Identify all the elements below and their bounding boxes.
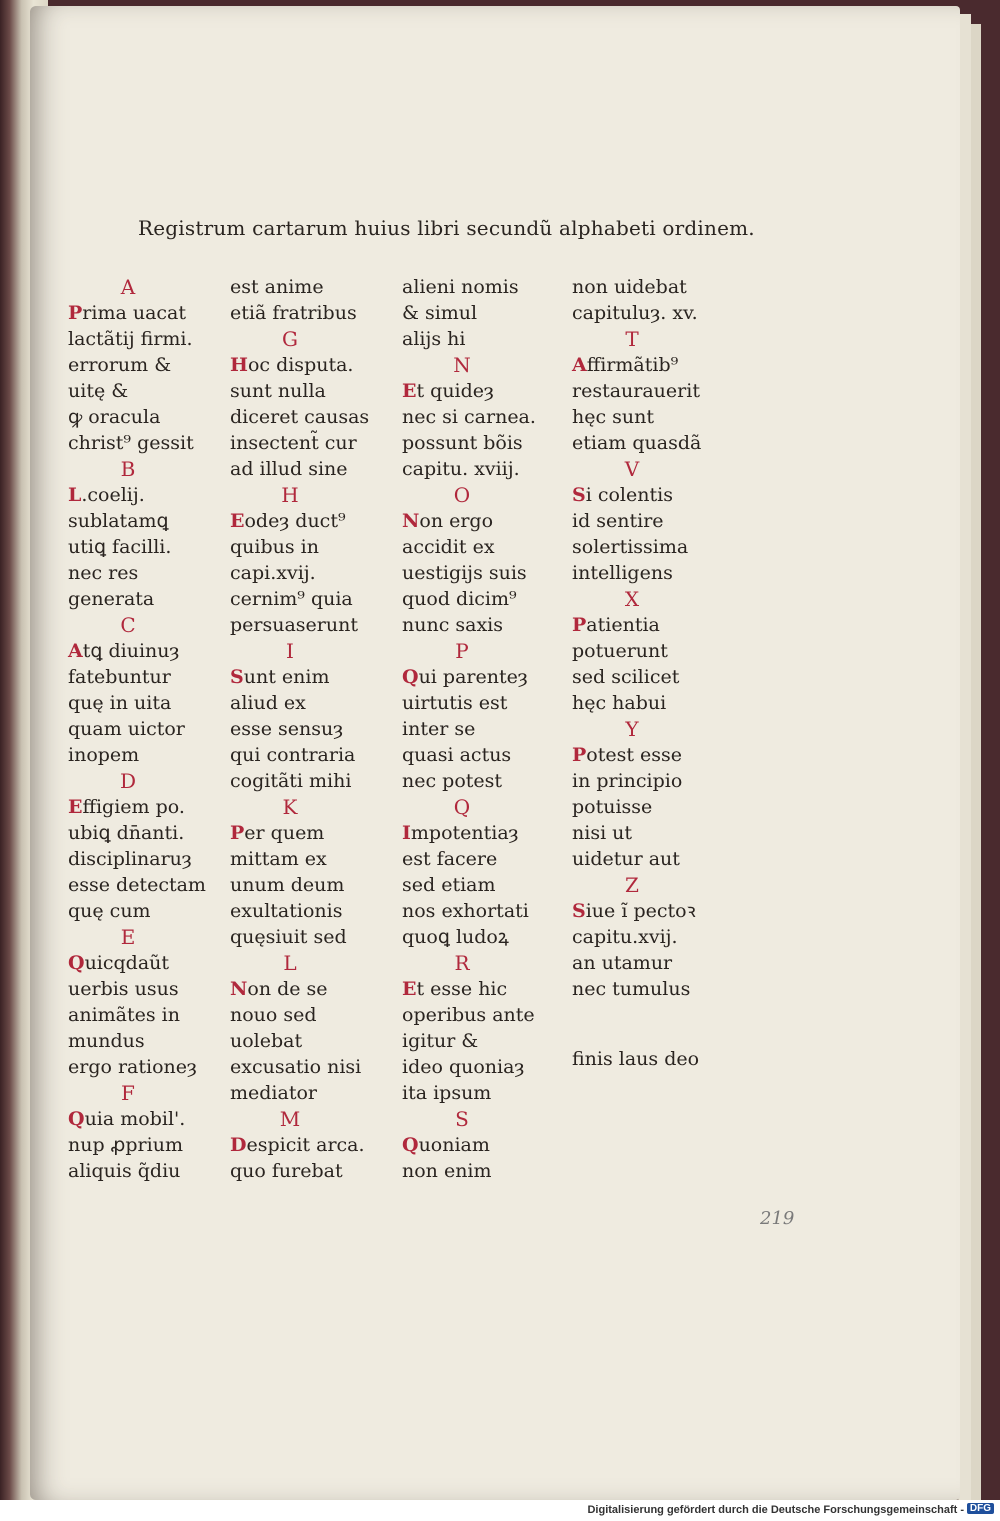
register-entry: quo furebat bbox=[230, 1160, 343, 1182]
register-entry: quibus in bbox=[230, 536, 319, 558]
register-entry: insectent̃ cur bbox=[230, 432, 357, 454]
section-letter: H bbox=[281, 483, 299, 507]
rubricated-initial: S bbox=[572, 484, 586, 506]
register-entry: Despicit arca. bbox=[230, 1134, 365, 1156]
section-letter: I bbox=[286, 639, 294, 663]
register-entry: quę in uita bbox=[68, 692, 172, 714]
register-entry: nup ꝓprium bbox=[68, 1134, 183, 1156]
register-entry: igitur & bbox=[402, 1030, 479, 1052]
register-entry: hęc sunt bbox=[572, 406, 655, 428]
folio-number: 219 bbox=[760, 1208, 795, 1229]
section-letter: Q bbox=[453, 795, 471, 819]
register-entry: etiam quasdã bbox=[572, 432, 702, 454]
register-entry: Et quideȝ bbox=[402, 380, 494, 402]
rubricated-initial: Q bbox=[402, 1134, 419, 1156]
register-entry: nec potest bbox=[402, 770, 503, 792]
register-entry: solertissima bbox=[572, 536, 689, 558]
register-entry: Effigiem po. bbox=[68, 796, 185, 818]
colophon: finis laus deo bbox=[572, 1048, 700, 1070]
register-entry: esse detectam bbox=[68, 874, 206, 896]
register-entry: inopem bbox=[68, 744, 140, 766]
footer-text: Digitalisierung gefördert durch die Deutsche Forschungsgemeinschaft - bbox=[587, 1504, 964, 1516]
section-letter: P bbox=[455, 639, 469, 663]
rubricated-initial: S bbox=[230, 666, 244, 688]
rubricated-initial: I bbox=[402, 822, 411, 844]
section-letter: N bbox=[453, 353, 471, 377]
register-entry: capi.xvij. bbox=[230, 562, 316, 584]
register-entry: christ⁹ gessit bbox=[68, 432, 194, 454]
page-title: Registrum cartarum huius libri secundũ alphabeti ordinem. bbox=[138, 216, 755, 240]
section-letter: O bbox=[453, 483, 471, 507]
register-entry: qui contraria bbox=[230, 744, 356, 766]
register-entry: Atꝗ diuinuȝ bbox=[68, 640, 180, 662]
register-entry: non enim bbox=[402, 1160, 492, 1182]
register-entry: uerbis usus bbox=[68, 978, 179, 1000]
register-entry: alijs hi bbox=[402, 328, 466, 350]
register-entry: nec res bbox=[68, 562, 139, 584]
section-letter: A bbox=[120, 275, 136, 299]
section-letter: G bbox=[282, 327, 298, 351]
register-entry: intelligens bbox=[572, 562, 673, 584]
register-entry: nisi ut bbox=[572, 822, 633, 844]
register-entry: mittam ex bbox=[230, 848, 327, 870]
register-entry: Affirmãtib⁹ bbox=[572, 354, 679, 376]
register-entry: Per quem bbox=[230, 822, 325, 844]
register-entry: mediator bbox=[230, 1082, 317, 1104]
register-entry: sunt nulla bbox=[230, 380, 326, 402]
register-entry: Si colentis bbox=[572, 484, 673, 506]
register-entry: uidetur aut bbox=[572, 848, 680, 870]
register-entry: Patientia bbox=[572, 614, 660, 636]
rubricated-initial: S bbox=[572, 900, 586, 922]
register-entry: uirtutis est bbox=[402, 692, 508, 714]
register-entry: uitę & bbox=[68, 380, 129, 402]
register-entry: Qui parenteȝ bbox=[402, 666, 528, 688]
register-entry: capitu. xviij. bbox=[402, 458, 520, 480]
register-entry: non uidebat bbox=[572, 276, 687, 298]
rubricated-initial: E bbox=[230, 510, 245, 532]
section-letter: L bbox=[283, 951, 297, 975]
register-entry: est facere bbox=[402, 848, 498, 870]
rubricated-initial: P bbox=[572, 614, 587, 636]
digitization-footer bbox=[0, 1500, 1000, 1521]
register-entry: aliquis q̃diu bbox=[68, 1160, 181, 1182]
section-letter: M bbox=[279, 1107, 301, 1131]
rubricated-initial: N bbox=[402, 510, 420, 532]
register-entry: id sentire bbox=[572, 510, 664, 532]
section-letter: K bbox=[282, 795, 298, 819]
rubricated-initial: E bbox=[402, 978, 417, 1000]
cover-edge bbox=[980, 34, 1000, 1500]
register-entry: aliud ex bbox=[230, 692, 306, 714]
register-entry: Sunt enim bbox=[230, 666, 330, 688]
register-entry: Impotentiaȝ bbox=[402, 822, 519, 844]
register-entry: sed scilicet bbox=[572, 666, 680, 688]
section-letter: E bbox=[120, 925, 136, 949]
section-letter: S bbox=[455, 1107, 469, 1131]
register-entry: diceret causas bbox=[230, 406, 370, 428]
register-entry: potuerunt bbox=[572, 640, 668, 662]
section-letter: R bbox=[454, 951, 470, 975]
rubricated-initial: Q bbox=[402, 666, 419, 688]
register-entry: mundus bbox=[68, 1030, 145, 1052]
register-entry: L.coelij. bbox=[68, 484, 145, 506]
register-entry: restaurauerit bbox=[572, 380, 700, 402]
register-entry: Et esse hic bbox=[402, 978, 508, 1000]
register-entry: ergo rationeȝ bbox=[68, 1056, 197, 1078]
register-entry: generata bbox=[68, 588, 155, 610]
register-entry: nunc saxis bbox=[402, 614, 504, 636]
rubricated-initial: E bbox=[402, 380, 417, 402]
register-entry: excusatio nisi bbox=[230, 1056, 362, 1078]
register-entry: Quoniam bbox=[402, 1134, 490, 1156]
register-entry: lactãtij firmi. bbox=[68, 328, 193, 350]
register-entry: Hoc disputa. bbox=[230, 354, 354, 376]
register-entry: operibus ante bbox=[402, 1004, 535, 1026]
register-entry: possunt bõis bbox=[402, 432, 523, 454]
register-entry: Potest esse bbox=[572, 744, 683, 766]
register-entry: est anime bbox=[230, 276, 324, 298]
rubricated-initial: Q bbox=[68, 952, 85, 974]
section-letter: T bbox=[625, 327, 639, 351]
register-entry: uolebat bbox=[230, 1030, 303, 1052]
register-entry: sublatamꝗ bbox=[68, 510, 169, 532]
register-entry: fatebuntur bbox=[68, 666, 171, 688]
register-entry: esse sensuȝ bbox=[230, 718, 344, 740]
page-edge bbox=[970, 24, 981, 1500]
rubricated-initial: H bbox=[230, 354, 248, 376]
register-entry: quam uictor bbox=[68, 718, 185, 740]
rubricated-initial: P bbox=[572, 744, 587, 766]
register-entry: unum deum bbox=[230, 874, 345, 896]
section-letter: X bbox=[624, 587, 640, 611]
section-letter: Z bbox=[625, 873, 639, 897]
register-entry: accidit ex bbox=[402, 536, 495, 558]
rubricated-initial: Q bbox=[68, 1108, 85, 1130]
rubricated-initial: L bbox=[68, 484, 82, 506]
register-entry: an utamur bbox=[572, 952, 673, 974]
register-entry: etiã fratribus bbox=[230, 302, 357, 324]
register-entry: nos exhortati bbox=[402, 900, 529, 922]
section-letter: Y bbox=[625, 717, 639, 741]
register-entry: capitu.xvij. bbox=[572, 926, 678, 948]
register-entry: in principio bbox=[572, 770, 683, 792]
register-entry: sed etiam bbox=[402, 874, 496, 896]
register-entry: disciplinaruȝ bbox=[68, 848, 192, 870]
register-entry: cogitãti mihi bbox=[230, 770, 352, 792]
register-entry: ad illud sine bbox=[230, 458, 348, 480]
register-entry: ubiꝗ dn̄anti. bbox=[68, 822, 185, 844]
register-entry: uestigijs suis bbox=[402, 562, 527, 584]
register-entry: potuisse bbox=[572, 796, 653, 818]
register-entry: persuaserunt bbox=[230, 614, 358, 636]
register-entry: capituluȝ. xv. bbox=[572, 302, 698, 324]
register-entry: Non ergo bbox=[402, 510, 494, 532]
rubricated-initial: P bbox=[68, 302, 83, 324]
register-entry: Quia mobil'. bbox=[68, 1108, 186, 1130]
dfg-logo: DFG bbox=[967, 1503, 994, 1514]
register-column-1 bbox=[68, 274, 238, 1184]
register-entry: Siue ĩ pectoꝛ bbox=[572, 900, 696, 922]
register-entry: quoꝗ ludoꝝ bbox=[402, 926, 509, 948]
rubricated-initial: N bbox=[230, 978, 248, 1000]
register-entry: ideo quoniaȝ bbox=[402, 1056, 525, 1078]
section-letter: V bbox=[624, 457, 640, 481]
register-entry: quasi actus bbox=[402, 744, 512, 766]
rubricated-initial: D bbox=[230, 1134, 247, 1156]
rubricated-initial: P bbox=[230, 822, 245, 844]
register-entry: ꝙ oracula bbox=[68, 406, 161, 428]
register-entry: inter se bbox=[402, 718, 476, 740]
rubricated-initial: A bbox=[572, 354, 587, 376]
register-entry: Eodeȝ duct⁹ bbox=[230, 510, 346, 532]
register-entry: & simul bbox=[402, 302, 478, 324]
register-entry: nec tumulus bbox=[572, 978, 691, 1000]
register-entry: errorum & bbox=[68, 354, 172, 376]
rubricated-initial: A bbox=[68, 640, 83, 662]
register-entry: Prima uacat bbox=[68, 302, 187, 324]
register-entry: utiꝗ facilli. bbox=[68, 536, 172, 558]
register-column-2 bbox=[230, 274, 400, 1184]
section-letter: B bbox=[120, 457, 136, 481]
section-letter: D bbox=[119, 769, 137, 793]
register-column-3 bbox=[402, 274, 572, 1184]
register-entry: Non de se bbox=[230, 978, 328, 1000]
register-entry: alieni nomis bbox=[402, 276, 519, 298]
register-entry: quę cum bbox=[68, 900, 151, 922]
register-entry: ita ipsum bbox=[402, 1082, 492, 1104]
section-letter: F bbox=[121, 1081, 135, 1105]
rubricated-initial: E bbox=[68, 796, 83, 818]
register-entry: cernim⁹ quia bbox=[230, 588, 353, 610]
register-entry: nouo sed bbox=[230, 1004, 317, 1026]
register-entry: quod dicim⁹ bbox=[402, 588, 517, 610]
register-entry: quęsiuit sed bbox=[230, 926, 347, 948]
register-entry: hęc habui bbox=[572, 692, 667, 714]
register-entry: exultationis bbox=[230, 900, 343, 922]
register-entry: Quicqdaũt bbox=[68, 952, 170, 974]
section-letter: C bbox=[120, 613, 136, 637]
register-entry: nec si carnea. bbox=[402, 406, 536, 428]
register-entry: animãtes in bbox=[68, 1004, 180, 1026]
register-column-4 bbox=[572, 274, 742, 1002]
